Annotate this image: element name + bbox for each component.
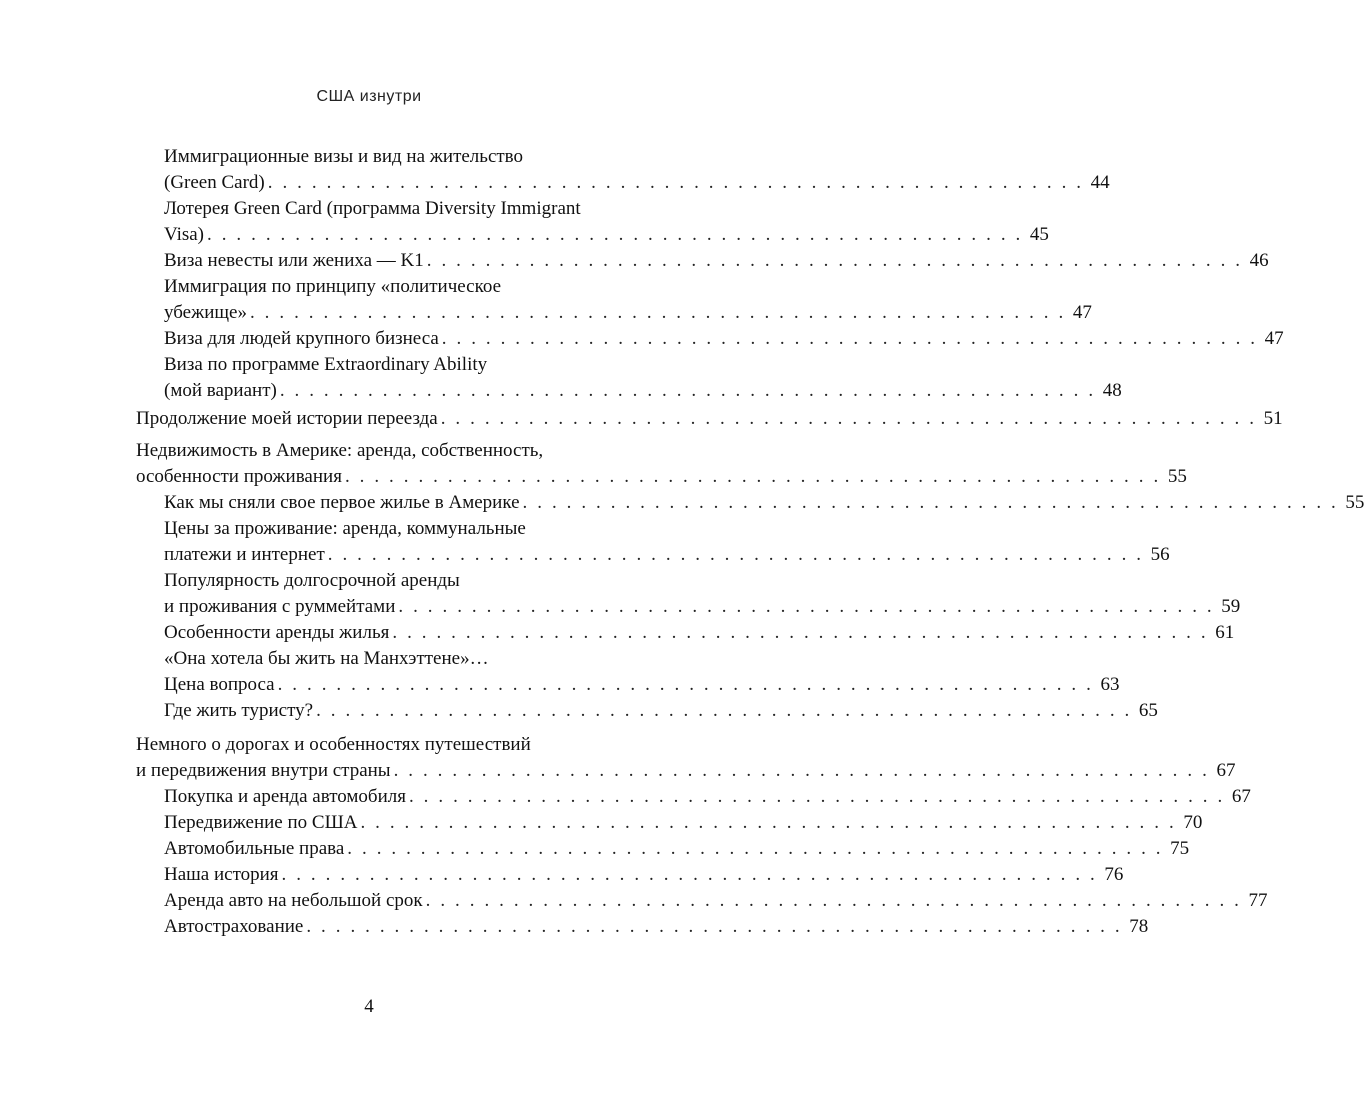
dot-leader: . . . . . . . . . . . . . . . . . . . . . . . . . . . . . . . . . . . . . . . . . . . . . . . . . . . . . . . . bbox=[393, 760, 1210, 781]
toc-entry-title-line: Продолжение моей истории переезда bbox=[136, 408, 438, 429]
dot-leader: . . . . . . . . . . . . . . . . . . . . . . . . . . . . . . . . . . . . . . . . . . . . . . . . . . . . . . . . bbox=[344, 466, 1161, 487]
toc-entry-title-line: Цена вопроса bbox=[164, 674, 275, 695]
toc-entry-row bbox=[164, 810, 1203, 836]
toc-entry-row bbox=[136, 464, 1187, 490]
toc-entry-row bbox=[164, 862, 1124, 888]
toc-entry-page-number: 59 bbox=[1221, 596, 1241, 617]
toc-entry-title-line: и передвижения внутри страны bbox=[136, 760, 391, 781]
toc-entry-title-line: Популярность долгосрочной аренды bbox=[164, 570, 460, 591]
dot-leader: . . . . . . . . . . . . . . . . . . . . . . . . . . . . . . . . . . . . . . . . . . . . . . . . . . . . . . . . bbox=[392, 622, 1209, 643]
toc-entry-page-number: 48 bbox=[1102, 380, 1122, 401]
dot-leader: . . . . . . . . . . . . . . . . . . . . . . . . . . . . . . . . . . . . . . . . . . . . . . . . . . . . . . . . bbox=[425, 890, 1242, 911]
toc-entry-row bbox=[164, 170, 1110, 196]
toc-entry-page-number: 63 bbox=[1100, 674, 1120, 695]
toc-entry-row bbox=[164, 542, 1170, 568]
toc-entry-row bbox=[164, 620, 1235, 646]
toc-entry-title-line: Виза для людей крупного бизнеса bbox=[164, 328, 439, 349]
dot-leader: . . . . . . . . . . . . . . . . . . . . . . . . . . . . . . . . . . . . . . . . . . . . . . . . . . . . . . . . bbox=[440, 408, 1257, 429]
toc-entry-title-line: платежи и интернет bbox=[164, 544, 325, 565]
page-number: 4 bbox=[364, 996, 374, 1017]
dot-leader: . . . . . . . . . . . . . . . . . . . . . . . . . . . . . . . . . . . . . . . . . . . . . . . . . . . . . . . . bbox=[441, 328, 1258, 349]
toc-entry-title-line: Наша история bbox=[164, 864, 279, 885]
toc-entry-title-line: Цены за проживание: аренда, коммунальные bbox=[164, 518, 526, 539]
toc-entry-page-number: 75 bbox=[1170, 838, 1190, 859]
toc-entry-page-number: 56 bbox=[1150, 544, 1170, 565]
toc-entry-page-number: 76 bbox=[1104, 864, 1124, 885]
toc-entry-title-line: и проживания с руммейтами bbox=[164, 596, 396, 617]
dot-leader: . . . . . . . . . . . . . . . . . . . . . . . . . . . . . . . . . . . . . . . . . . . . . . . . . . . . . . . . bbox=[306, 916, 1123, 937]
toc-entry-page-number: 46 bbox=[1249, 250, 1269, 271]
toc-entry-row bbox=[164, 222, 1049, 248]
toc-entry-title-line: Передвижение по США bbox=[164, 812, 358, 833]
toc-entry-row bbox=[164, 672, 1120, 698]
dot-leader: . . . . . . . . . . . . . . . . . . . . . . . . . . . . . . . . . . . . . . . . . . . . . . . . . . . . . . . . bbox=[249, 302, 1066, 323]
toc-entry-page-number: 77 bbox=[1248, 890, 1268, 911]
toc-entry-row bbox=[164, 594, 1241, 620]
dot-leader: . . . . . . . . . . . . . . . . . . . . . . . . . . . . . . . . . . . . . . . . . . . . . . . . . . . . . . . . bbox=[267, 172, 1084, 193]
running-head: США изнутри bbox=[316, 88, 422, 105]
toc-entry-title-line: Иммиграционные визы и вид на жительство bbox=[164, 146, 524, 167]
dot-leader: . . . . . . . . . . . . . . . . . . . . . . . . . . . . . . . . . . . . . . . . . . . . . . . . . . . . . . . . bbox=[398, 596, 1215, 617]
toc-entry-row bbox=[164, 698, 1158, 724]
toc-entry-row bbox=[164, 248, 1269, 274]
toc-entry-title-line: Недвижимость в Америке: аренда, собственность, bbox=[136, 440, 544, 461]
dot-leader: . . . . . . . . . . . . . . . . . . . . . . . . . . . . . . . . . . . . . . . . . . . . . . . . . . . . . . . . bbox=[281, 864, 1098, 885]
toc-entry-title-line: Где жить туристу? bbox=[164, 700, 314, 721]
toc-entry-title-line: Немного о дорогах и особенностях путешествий bbox=[136, 734, 531, 755]
dot-leader: . . . . . . . . . . . . . . . . . . . . . . . . . . . . . . . . . . . . . . . . . . . . . . . . . . . . . . . . bbox=[327, 544, 1144, 565]
toc-entry-title-line: «Она хотела бы жить на Манхэттене»… bbox=[164, 648, 489, 669]
dot-leader: . . . . . . . . . . . . . . . . . . . . . . . . . . . . . . . . . . . . . . . . . . . . . . . . . . . . . . . . bbox=[360, 812, 1177, 833]
toc-entry-row bbox=[164, 490, 1364, 516]
toc-entry-title-line: Автострахование bbox=[164, 916, 304, 937]
toc-entry-title-line: Как мы сняли свое первое жилье в Америке bbox=[164, 492, 520, 513]
dot-leader: . . . . . . . . . . . . . . . . . . . . . . . . . . . . . . . . . . . . . . . . . . . . . . . . . . . . . . . . bbox=[207, 224, 1023, 245]
toc-entry-page-number: 47 bbox=[1264, 328, 1284, 349]
toc-entry-page-number: 55 bbox=[1345, 492, 1364, 513]
toc-entry-page-number: 70 bbox=[1183, 812, 1203, 833]
toc-entry-title-line: Автомобильные права bbox=[164, 838, 345, 859]
toc-entry-page-number: 55 bbox=[1167, 466, 1187, 487]
toc-entry-page-number: 47 bbox=[1072, 302, 1092, 323]
toc-entry-title-line: Покупка и аренда автомобиля bbox=[164, 786, 406, 807]
toc-entry-row bbox=[164, 836, 1190, 862]
toc-entry-title-line: Иммиграция по принципу «политическое bbox=[164, 276, 502, 297]
toc-entry-title-line: (мой вариант) bbox=[164, 380, 277, 401]
dot-leader: . . . . . . . . . . . . . . . . . . . . . . . . . . . . . . . . . . . . . . . . . . . . . . . . . . . . . . . . bbox=[408, 786, 1225, 807]
toc-entry-page-number: 67 bbox=[1216, 760, 1236, 781]
toc-entry-title-line: особенности проживания bbox=[136, 466, 342, 487]
toc-entry-title-line: Виза по программе Extraordinary Ability bbox=[164, 354, 488, 375]
toc-entry-title-line: Виза невесты или жениха — K1 bbox=[164, 250, 424, 271]
toc-entry-title-line: Лотерея Green Card (программа Diversity Immigrant bbox=[164, 198, 581, 219]
toc-entry-page-number: 44 bbox=[1090, 172, 1110, 193]
toc-entry-row bbox=[136, 758, 1236, 784]
toc-entry-page-number: 65 bbox=[1138, 700, 1158, 721]
dot-leader: . . . . . . . . . . . . . . . . . . . . . . . . . . . . . . . . . . . . . . . . . . . . . . . . . . . . . . . . bbox=[426, 250, 1243, 271]
toc-entry-row bbox=[164, 784, 1251, 810]
toc-entry-title-line: Visa) bbox=[164, 224, 205, 245]
dot-leader: . . . . . . . . . . . . . . . . . . . . . . . . . . . . . . . . . . . . . . . . . . . . . . . . . . . . . . . . bbox=[316, 700, 1132, 721]
dot-leader: . . . . . . . . . . . . . . . . . . . . . . . . . . . . . . . . . . . . . . . . . . . . . . . . . . . . . . . . bbox=[279, 380, 1096, 401]
toc-entry-title-line: Аренда авто на небольшой срок bbox=[164, 890, 423, 911]
toc-entry-row bbox=[164, 914, 1149, 940]
toc-entry-page-number: 45 bbox=[1029, 224, 1049, 245]
toc-entry-row bbox=[136, 406, 1283, 432]
toc-entry-page-number: 78 bbox=[1129, 916, 1149, 937]
toc-entry-title-line: убежище» bbox=[164, 302, 247, 323]
toc-entry-row bbox=[164, 888, 1268, 914]
toc-entry-row bbox=[164, 326, 1284, 352]
toc-entry-page-number: 61 bbox=[1215, 622, 1235, 643]
dot-leader: . . . . . . . . . . . . . . . . . . . . . . . . . . . . . . . . . . . . . . . . . . . . . . . . . . . . . . . . bbox=[522, 492, 1339, 513]
toc-entry-page-number: 67 bbox=[1231, 786, 1251, 807]
toc-entry-title-line: Особенности аренды жилья bbox=[164, 622, 390, 643]
toc-entry-page-number: 51 bbox=[1263, 408, 1283, 429]
dot-leader: . . . . . . . . . . . . . . . . . . . . . . . . . . . . . . . . . . . . . . . . . . . . . . . . . . . . . . . . bbox=[277, 674, 1094, 695]
dot-leader: . . . . . . . . . . . . . . . . . . . . . . . . . . . . . . . . . . . . . . . . . . . . . . . . . . . . . . . . bbox=[347, 838, 1164, 859]
toc-entry-row bbox=[164, 378, 1122, 404]
toc-entry-title-line: (Green Card) bbox=[164, 172, 265, 193]
toc-entry-row bbox=[164, 300, 1092, 326]
